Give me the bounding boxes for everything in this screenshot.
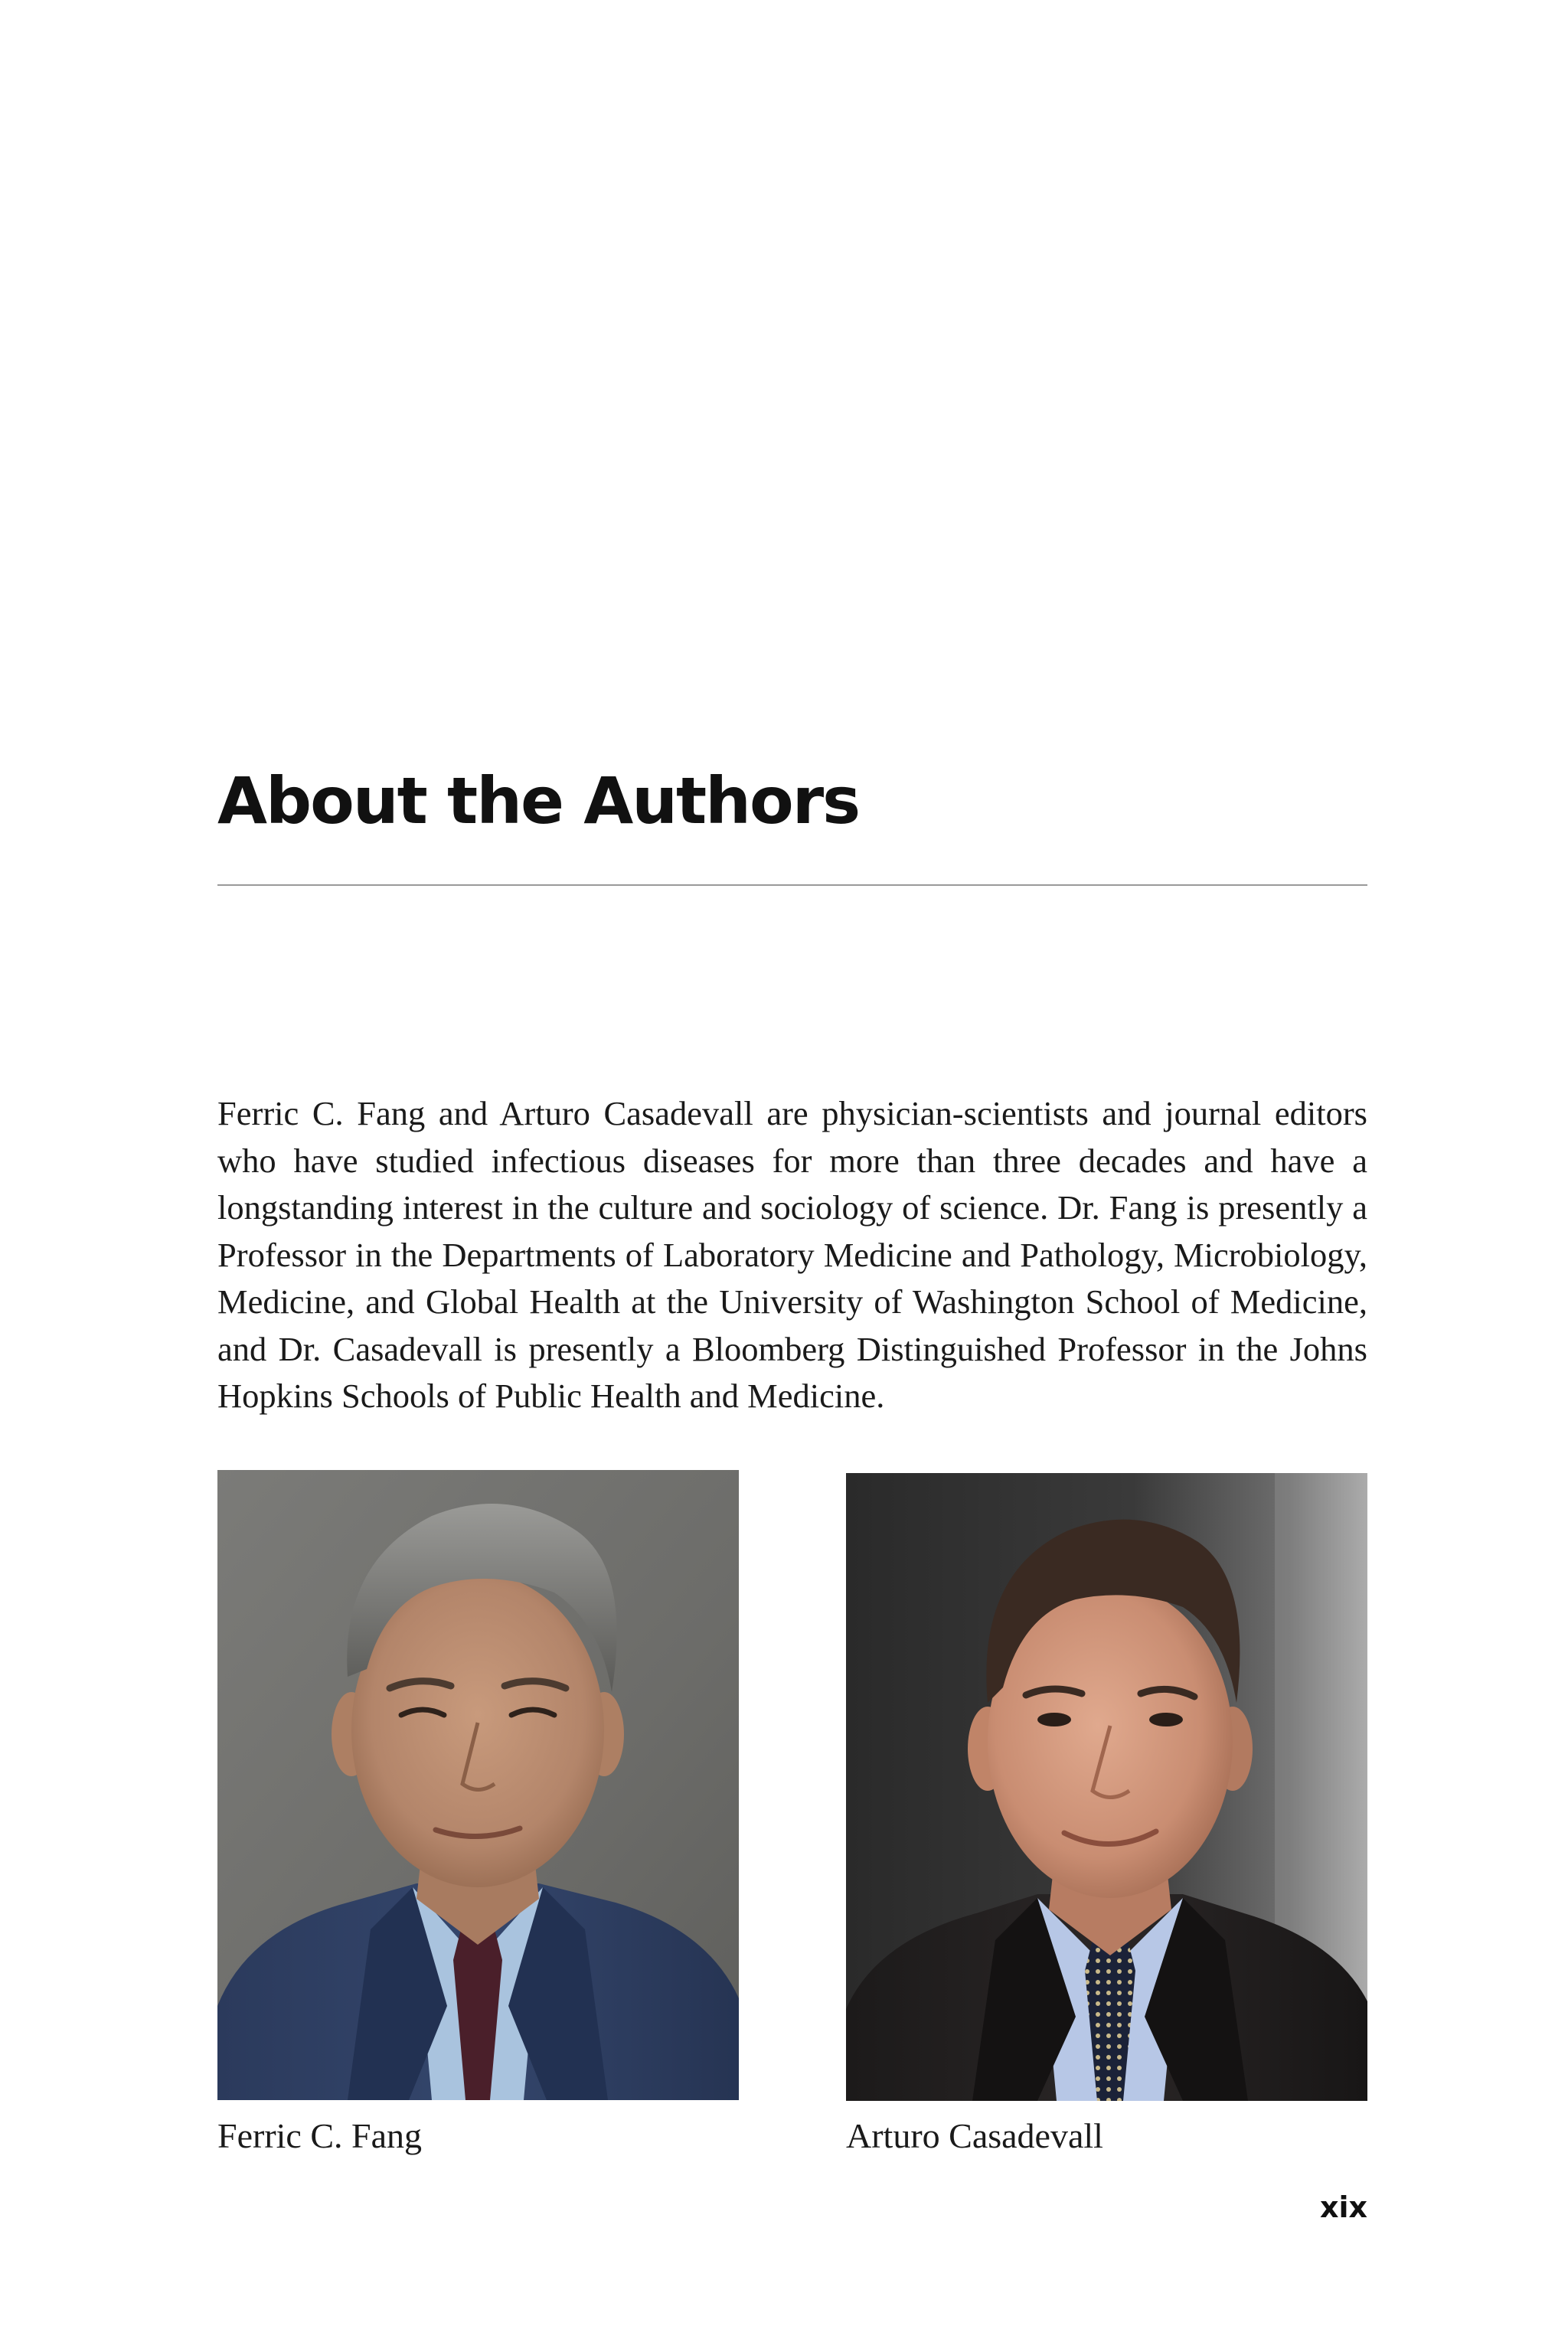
portrait-casadevall-image	[846, 1473, 1367, 2101]
author-photo-casadevall	[846, 1473, 1367, 2101]
photo-caption-casadevall: Arturo Casadevall	[846, 2116, 1103, 2155]
page-number: xix	[1319, 2190, 1367, 2224]
portrait-fang-image	[217, 1470, 739, 2100]
author-photo-fang	[217, 1470, 739, 2100]
photo-caption-fang: Ferric C. Fang	[217, 2116, 423, 2155]
authors-bio-paragraph: Ferric C. Fang and Arturo Casadevall are physician-scientists and journal editors who have studied infectious diseases for more than three decades and have a longstanding interest in the culture and sociology of science. Dr. Fang is presently a Professor in the Departments of Laboratory Medicine and Pathology, Microbiology, Medicine, and Global Health at the University of Washington School of Medicine, and Dr. Casadevall is presently a Bloomberg Distinguished Professor in the Johns Hopkins Schools of Public Health and Medicine.	[217, 1094, 1367, 1415]
section-title: About the Authors	[217, 763, 860, 838]
title-divider	[217, 884, 1367, 886]
